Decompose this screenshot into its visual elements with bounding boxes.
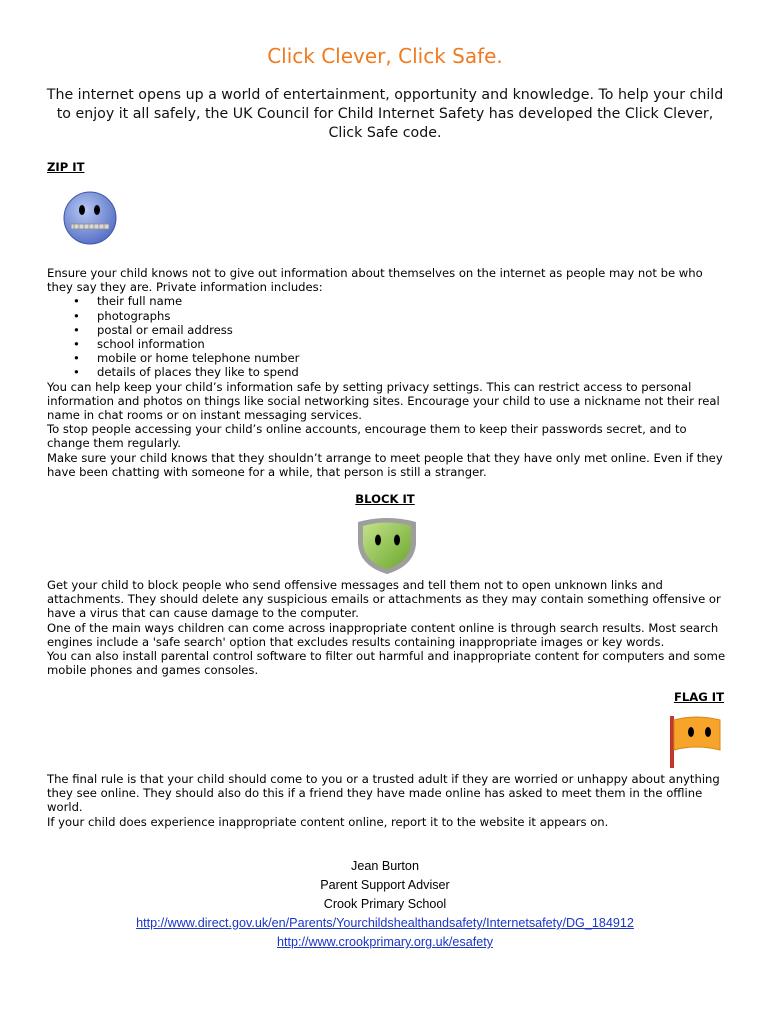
flag-it-paragraph: The final rule is that your child should come to you or a trusted adult if they are worried or unhappy about anything they see online. They should also do this if a friend they have made online has asked to meet them in the offline world. [47, 772, 720, 815]
list-item: • postal or email address [47, 323, 727, 337]
list-item: • details of places they like to spend [47, 365, 727, 379]
shield-icon [354, 516, 420, 576]
zip-it-paragraph: You can help keep your child’s information safe by setting privacy settings. This can restrict access to personal information and photos on things like social networking sites. Encourage your child to use a nickname not their real name in chat rooms or on instant messaging services. [47, 379, 720, 423]
private-info-list [47, 294, 727, 379]
author-name: Jean Burton [351, 859, 419, 873]
block-it-paragraph: Get your child to block people who send offensive messages and tell them not to open unknown links and attachments. They should delete any suspicious emails or attachments as they may contain something offensive or have a virus that can cause damage to the computer. [47, 578, 721, 621]
direct-gov-link[interactable]: http://www.direct.gov.uk/en/Parents/Yourchildshealthandsafety/Internetsafety/DG_184912 [136, 916, 634, 930]
crook-esafety-link[interactable]: http://www.crookprimary.org.uk/esafety [276, 935, 494, 949]
intro-paragraph: The internet opens up a world of entertainment, opportunity and knowledge. To help your child to enjoy it all safely, the UK Council for Child Internet Safety has developed the Click Clever, Click Safe code. [46, 87, 724, 141]
school-name: Crook Primary School [323, 897, 447, 911]
zip-it-heading: ZIP IT [47, 160, 85, 174]
zip-it-section [47, 266, 727, 479]
list-item: • photographs [47, 309, 727, 323]
zipped-mouth-face-icon [52, 190, 118, 248]
list-item: • school information [47, 337, 727, 351]
zip-it-paragraph: Make sure your child knows that they shouldn’t arrange to meet people that they have only met online. Even if they have been chatting with someone for a while, that person is still a stranger. [47, 450, 723, 479]
zip-it-intro: Ensure your child knows not to give out information about themselves on the internet as people may not be who they say they are. Private information includes: [47, 266, 703, 295]
list-item: • their full name [47, 294, 727, 308]
block-it-heading: BLOCK IT [355, 492, 415, 506]
flag-icon [666, 712, 726, 768]
page-title: Click Clever, Click Safe. [267, 44, 503, 68]
block-it-paragraph: You can also install parental control software to filter out harmful and inappropriate content for computers and some mobile phones and games consoles. [47, 649, 726, 678]
flag-it-heading: FLAG IT [673, 690, 724, 704]
list-item: • mobile or home telephone number [47, 351, 727, 365]
flag-it-paragraph: If your child does experience inappropriate content online, report it to the website it appears on. [47, 814, 609, 829]
author-role: Parent Support Adviser [320, 878, 450, 892]
zip-it-paragraph: To stop people accessing your child’s online accounts, encourage them to keep their passwords secret, and to change them regularly. [47, 422, 687, 451]
block-it-paragraph: One of the main ways children can come across inappropriate content online is through search results. Most search engines include a 'safe search' option that excludes results containing inappropriate images or key words. [47, 620, 719, 649]
flag-it-section [47, 772, 727, 829]
block-it-section [47, 578, 727, 677]
